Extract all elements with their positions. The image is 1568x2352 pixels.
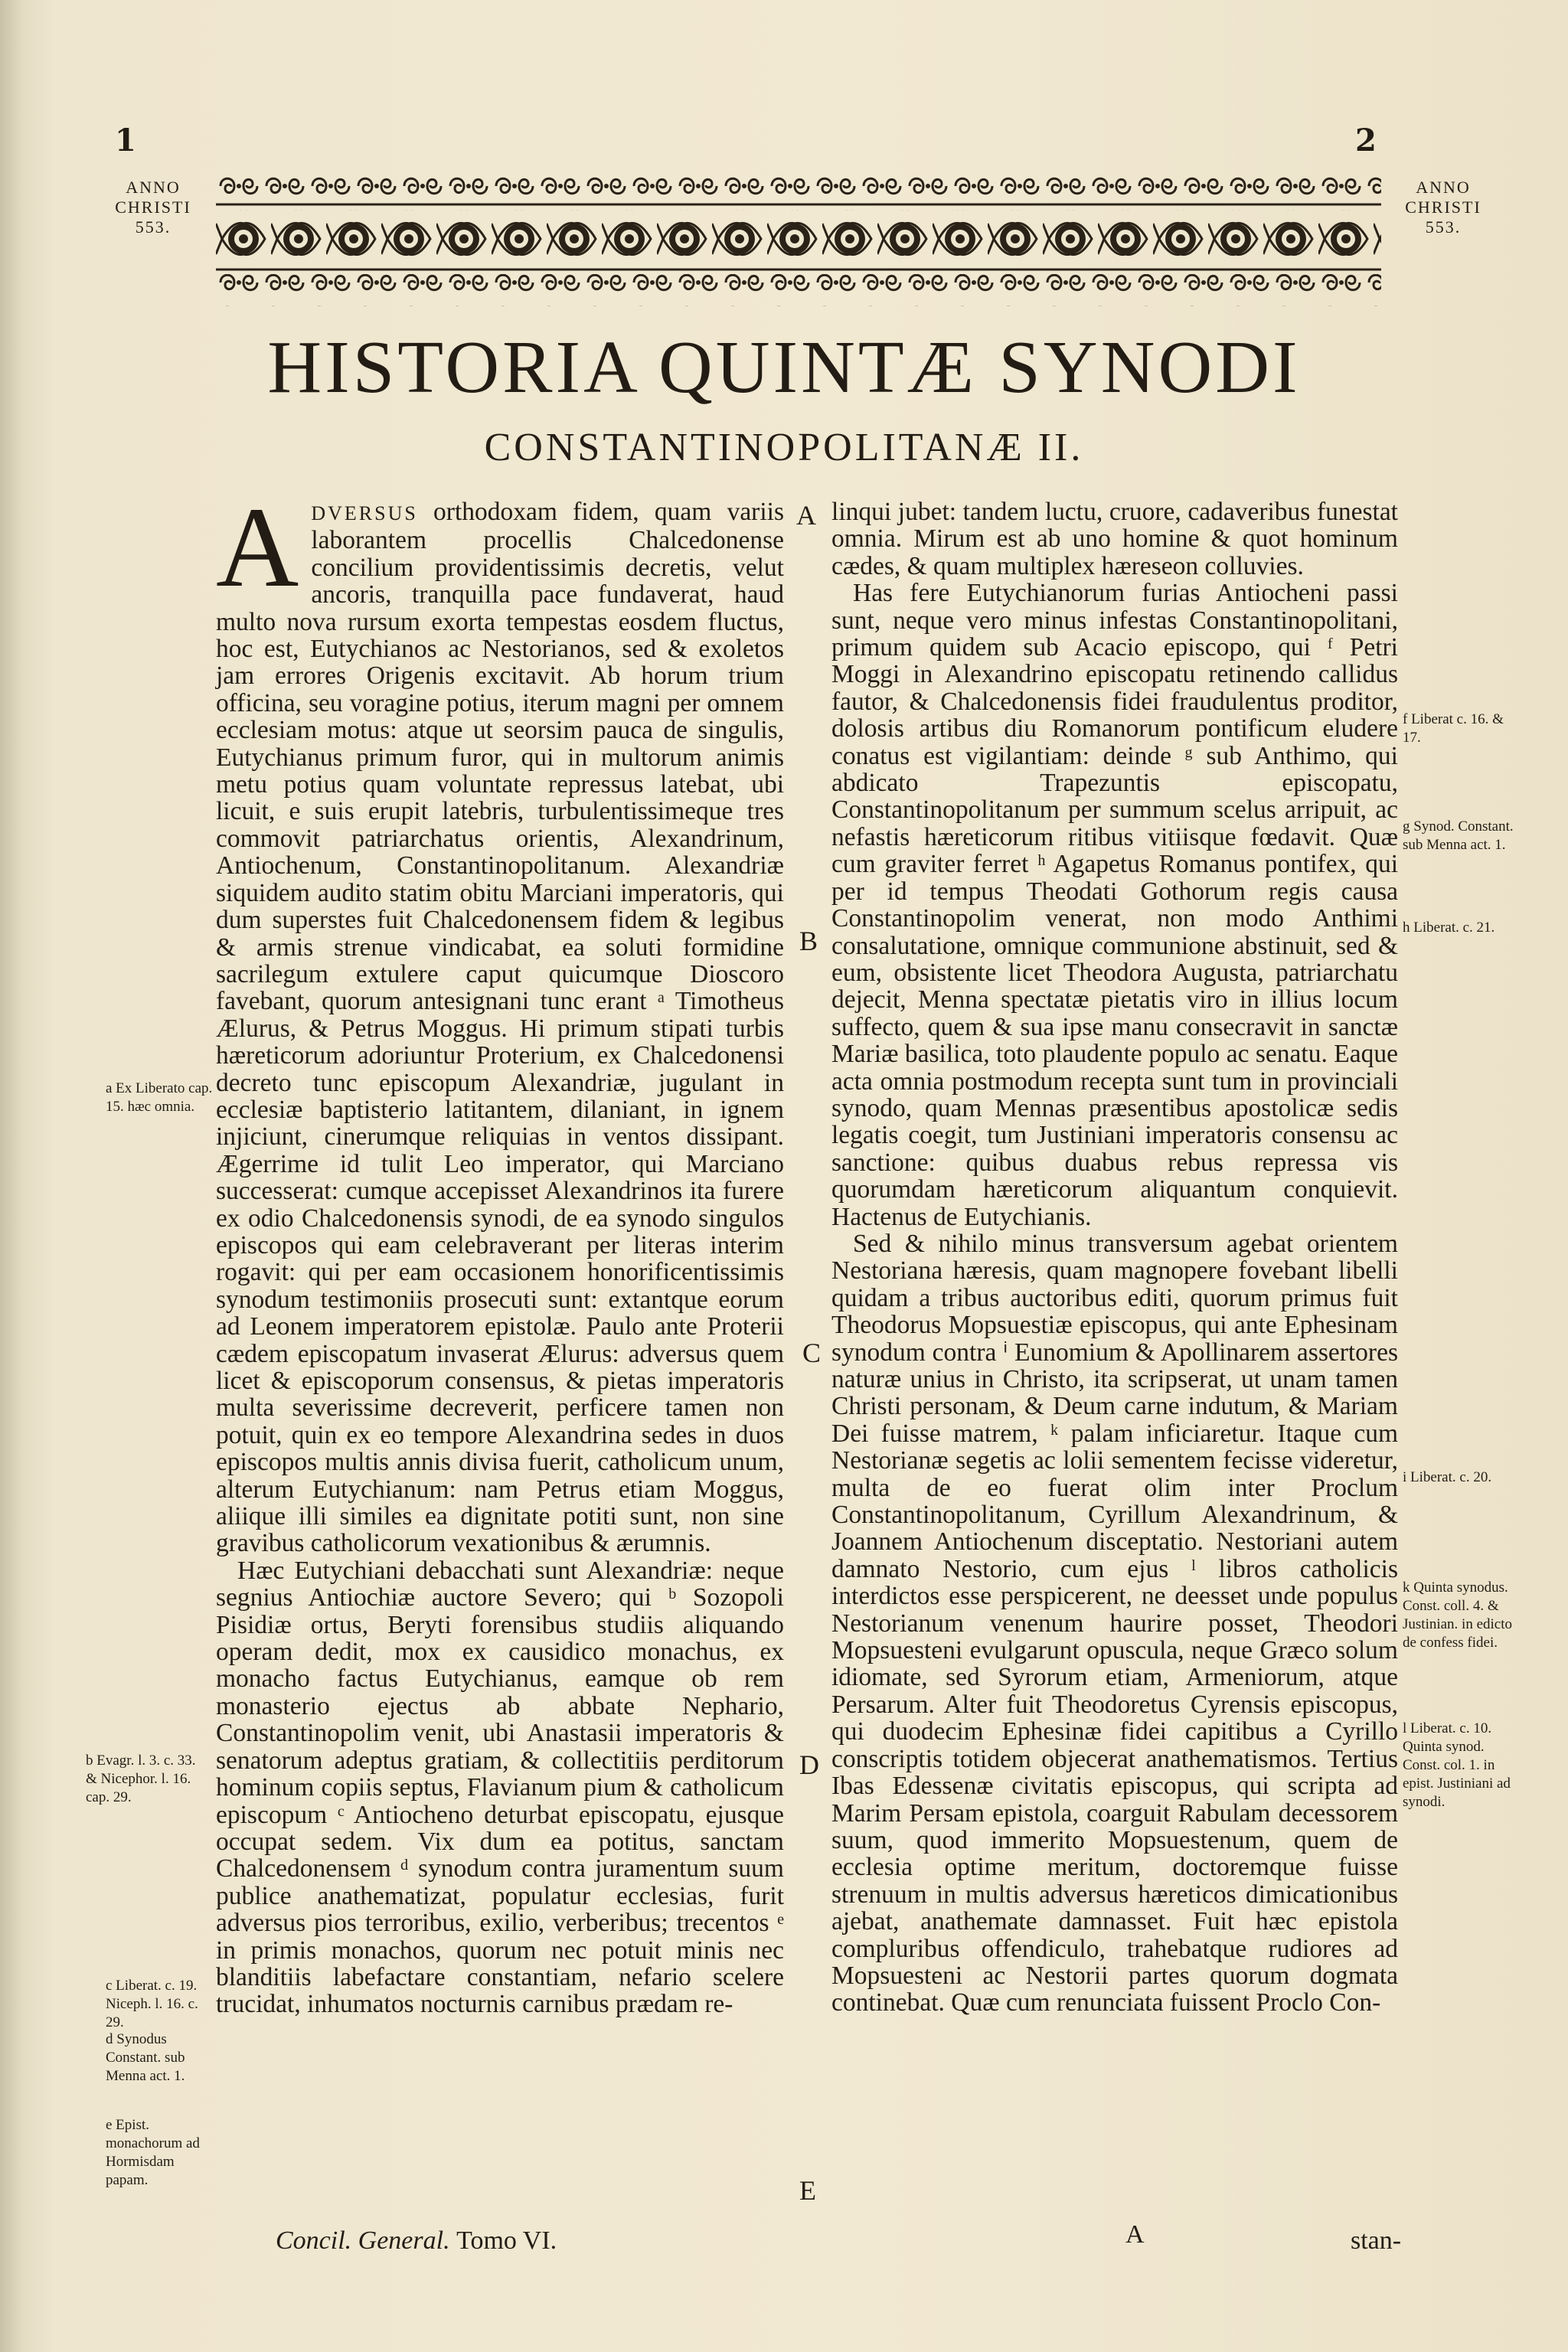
- footer-title: Concil. General. Tomo VI.: [276, 2226, 557, 2255]
- section-marker: C: [802, 1338, 822, 1368]
- text-column-left: [216, 484, 784, 2019]
- margin-note: g Synod. Constant. sub Menna act. 1.: [1403, 818, 1514, 853]
- anno-label-right: ANNO CHRISTI 553.: [1405, 178, 1481, 237]
- margin-note: h Liberat. c. 21.: [1403, 920, 1495, 936]
- section-marker: D: [799, 1749, 819, 1780]
- margin-note: d Synodus Constant. sub Menna act. 1.: [106, 2031, 185, 2084]
- footer-tome: Tomo VI.: [456, 2226, 557, 2255]
- drop-cap: A: [216, 484, 299, 611]
- signature-mark: A: [1125, 2220, 1145, 2249]
- page-subtitle: CONSTANTINOPOLITANÆ II.: [484, 426, 1084, 469]
- page-title: HISTORIA QUINTÆ SYNODI: [267, 326, 1301, 409]
- margin-note: e Epist. monachorum ad Hormisdam papam.: [106, 2117, 200, 2188]
- section-marker: E: [799, 2175, 816, 2206]
- margin-note: c Liberat. c. 19. Niceph. l. 16. c. 29.: [106, 1978, 198, 2030]
- anno-label-left: ANNO CHRISTI 553.: [115, 178, 191, 237]
- margin-note: i Liberat. c. 20.: [1403, 1469, 1492, 1485]
- page-number-right: 2: [1355, 122, 1377, 158]
- section-marker: A: [796, 500, 816, 531]
- section-marker: B: [799, 926, 818, 956]
- text-column-right: [831, 498, 1398, 2017]
- paragraph: ADVERSUS orthodoxam fidem, quam variis laborantem procellis Chalcedonense concilium providentissimis decretis, velut ancoris, tranquilla pace fundaverat, haud multo nova rursum exorta tempestas eosdem fluctus, hoc est, Eutychianos ac Nestorianos, sed & exoletos jam errores Origenis excitavit. Ab horum trium officina, seu voragine potius, iterum magni per omnem ecclesiam motus: atque ut seorsim pauca de singulis, Eutychianus primum furor, qui in multorum animis metu potius quam voluntate repressus latebat, ubi licuit, e suis erupit latebris, turbulentissimeque tres commovit patriarchatus orientis, Alexandrinum, Antiochenum, Constantinopolitanum. Alexandriæ siquidem audito statim obitu Marciani imperatoris, qui dum superstes fuit Chalcedonensem fidem & legibus & armis strenue vindicabat, ea soluti formidine sacrilegum extulere caput quicumque Dioscoro favebant, quorum antesignani tunc erant ᵃ Timotheus Ælurus, & Petrus Moggus. Hi primum stipati turbis hæreticorum adoriuntur Proterium, ex Chalcedonensi decreto tunc episcopum Alexandriæ, jugulant in ecclesiæ baptisterio latitantem, dilaniant, in ignem injiciunt, cinerumque reliquias in ventos dissipant. Ægerrime id tulit Leo imperator, qui Marciano successerat: cumque accepisset Alexandrinos ita furere ex odio Chalcedonensis synodi, de ea synodo singulos episcopos qui eam celebraverant per literas interim rogavit: qui per eam occasionem honorificentissimis synodum testimoniis prosecuti sunt: extantque eorum ad Leonem imperatorem epistolæ. Paulo ante Proterii cædem episcopatum invaserat Ælurus: adversus quem licet & episcoporum consensus, & pietas imperatoris multa severissime decreverit, perficere tamen non potuit, quin ex eo tempore Alexandrina sedes in duos episcopos multis annis divisa fuerit, catholicum unum, alterum Eutychianum: nam Petrus etiam Moggus, aliique illi similes ea dignitate potiti sunt, non sine gravibus catholicorum vexationibus & ærumnis.: [216, 484, 784, 1558]
- margin-note: f Liberat c. 16. & 17.: [1403, 711, 1504, 746]
- margin-note: a Ex Liberato cap. 15. hæc omnia.: [106, 1080, 213, 1115]
- margin-note: l Liberat. c. 10. Quinta synod. Const. col. 1. in epist. Justiniani ad synodi.: [1403, 1720, 1511, 1810]
- paragraph: linqui jubet: tandem luctu, cruore, cadaveribus funestat omnia. Mirum est ab uno homine & quot hominum cædes, & quam multiplex hæreseon colluvies.: [831, 498, 1398, 580]
- margin-note: b Evagr. l. 3. c. 33. & Nicephor. l. 16. cap. 29.: [86, 1753, 196, 1805]
- paragraph: Hæc Eutychiani debacchati sunt Alexandriæ: neque segnius Antiochiæ auctore Severo; qui ᵇ Sozopoli Pisidiæ ortus, Beryti forensibus studiis aliquando operam dedit, mox ex causidico monachus, ex monacho factus Eutychianus, eamque ob rem monasterio ejectus ab abbate Nephario, Constantinopolim venit, ubi Anastasii imperatoris & senatorum adeptus gratiam, & collectitiis perditorum hominum copiis septus, Flavianum pium & catholicum episcopum ᶜ Antiocheno deturbat episcopatu, ejusque occupat sedem. Vix dum ea potitus, sanctam Chalcedonensem ᵈ synodum contra juramentum suum publice anathematizat, populatur ecclesias, furit adversus pios terroribus, exilio, verberibus; trecentos ᵉ in primis monachos, quorum nec potuit minis nec blanditiis labefactare constantiam, nefario scelere trucidat, inhumatos nocturnis carnibus prædam re-: [216, 1556, 784, 2019]
- ornamental-headpiece: [216, 170, 1381, 306]
- lead-smallcaps: DVERSUS: [311, 502, 418, 524]
- paragraph: Has fere Eutychianorum furias Antiocheni passi sunt, neque vero minus infestas Constantinopolitani, primum quidem sub Acacio episcopo, qui ᶠ Petri Moggi in Alexandrino episcopatu retinendo callidus fautor, & Chalcedonensis fidei fraudulentus proditor, dolosis artibus diu Romanorum pontificum eludere conatus est vigilantiam: deinde ᵍ sub Anthimo, qui abdicato Trapezuntis episcopatu, Constantinopolitanum per summum scelus arripuit, ac nefastis hæreticorum ritibus vitiisque fœdavit. Quæ cum graviter ferret ʰ Agapetus Romanus pontifex, qui per id tempus Theodati Gothorum regis causa Constantinopolim venerat, non modo Anthimi consalutatione, omnique communione abstinuit, sed & eum, obsistente licet Theodora Augusta, patriarchatu dejecit, Menna spectatæ pietatis viro in illius locum suffecto, quem & sua ipse manu consecravit in sanctæ Mariæ basilica, toto plaudente populo ac senatu. Eaque acta omnia postmodum recepta sunt tum in provinciali synodo, quam Mennas præsentibus apostolicæ sedis legatis coegit, tum Justiniani imperatoris consensu ac sanctione: quibus duabus rebus repressa vis quorumdam hæreticorum aliquantum conquievit. Hactenus de Eutychianis.: [831, 579, 1398, 1231]
- paragraph: Sed & nihilo minus transversum agebat orientem Nestoriana hæresis, quam magnopere fovebant libelli quidam a tribus auctoribus editi, quorum primus fuit Theodorus Mopsuestiæ episcopus, qui ante Ephesinam synodum contra ⁱ Eunomium & Apollinarem assertores naturæ unius in Christo, ita scripserat, ut unam tamen Christi personam, & Deum carne indutum, & Mariam Dei fuisse matrem, ᵏ palam inficiaretur. Itaque cum Nestorianæ segetis ac lolii sementem fecisse videretur, multa de eo fuerat olim inter Proclum Constantinopolitanum, Cyrillum Alexandrinum, & Joannem Antiochenum disceptatio. Nestoriani autem damnato Nestorio, cum ejus ˡ libros catholicis interdictos esse perspicerent, ne deesset unde populus Nestorianum venenum haurire posset, Theodori Mopsuesteni evulgarunt opuscula, neque Græco solum idiomate, sed Syrorum etiam, Armeniorum, atque Persarum. Alter fuit Theodoretus Cyrensis episcopus, qui duodecim Ephesinæ fidei capitibus a Cyrillo conscriptis totidem objecerat anathematismos. Tertius Ibas Edessenæ civitatis episcopus, qui scripta ad Marim Persam epistola, coarguit Rabulam decessorem suum, quod immerito Mopsuestenum, quem de ecclesia optime meritum, doctoremque fuisse strenuum in multis adversus hæreticos dimicationibus ajebat, anathemate damnasset. Fuit hæc epistola compluribus offendiculo, trahebatque rudiores ad Mopsuesteni ac Nestorii partes quorum dogmata continebat. Quæ cum renunciata fuissent Proclo Con-: [831, 1229, 1398, 2017]
- catchword: stan-: [1351, 2226, 1402, 2255]
- margin-note: k Quinta synodus. Const. coll. 4. & Justinian. in edicto de confess fidei.: [1403, 1579, 1513, 1651]
- page-number-left: 1: [115, 122, 136, 158]
